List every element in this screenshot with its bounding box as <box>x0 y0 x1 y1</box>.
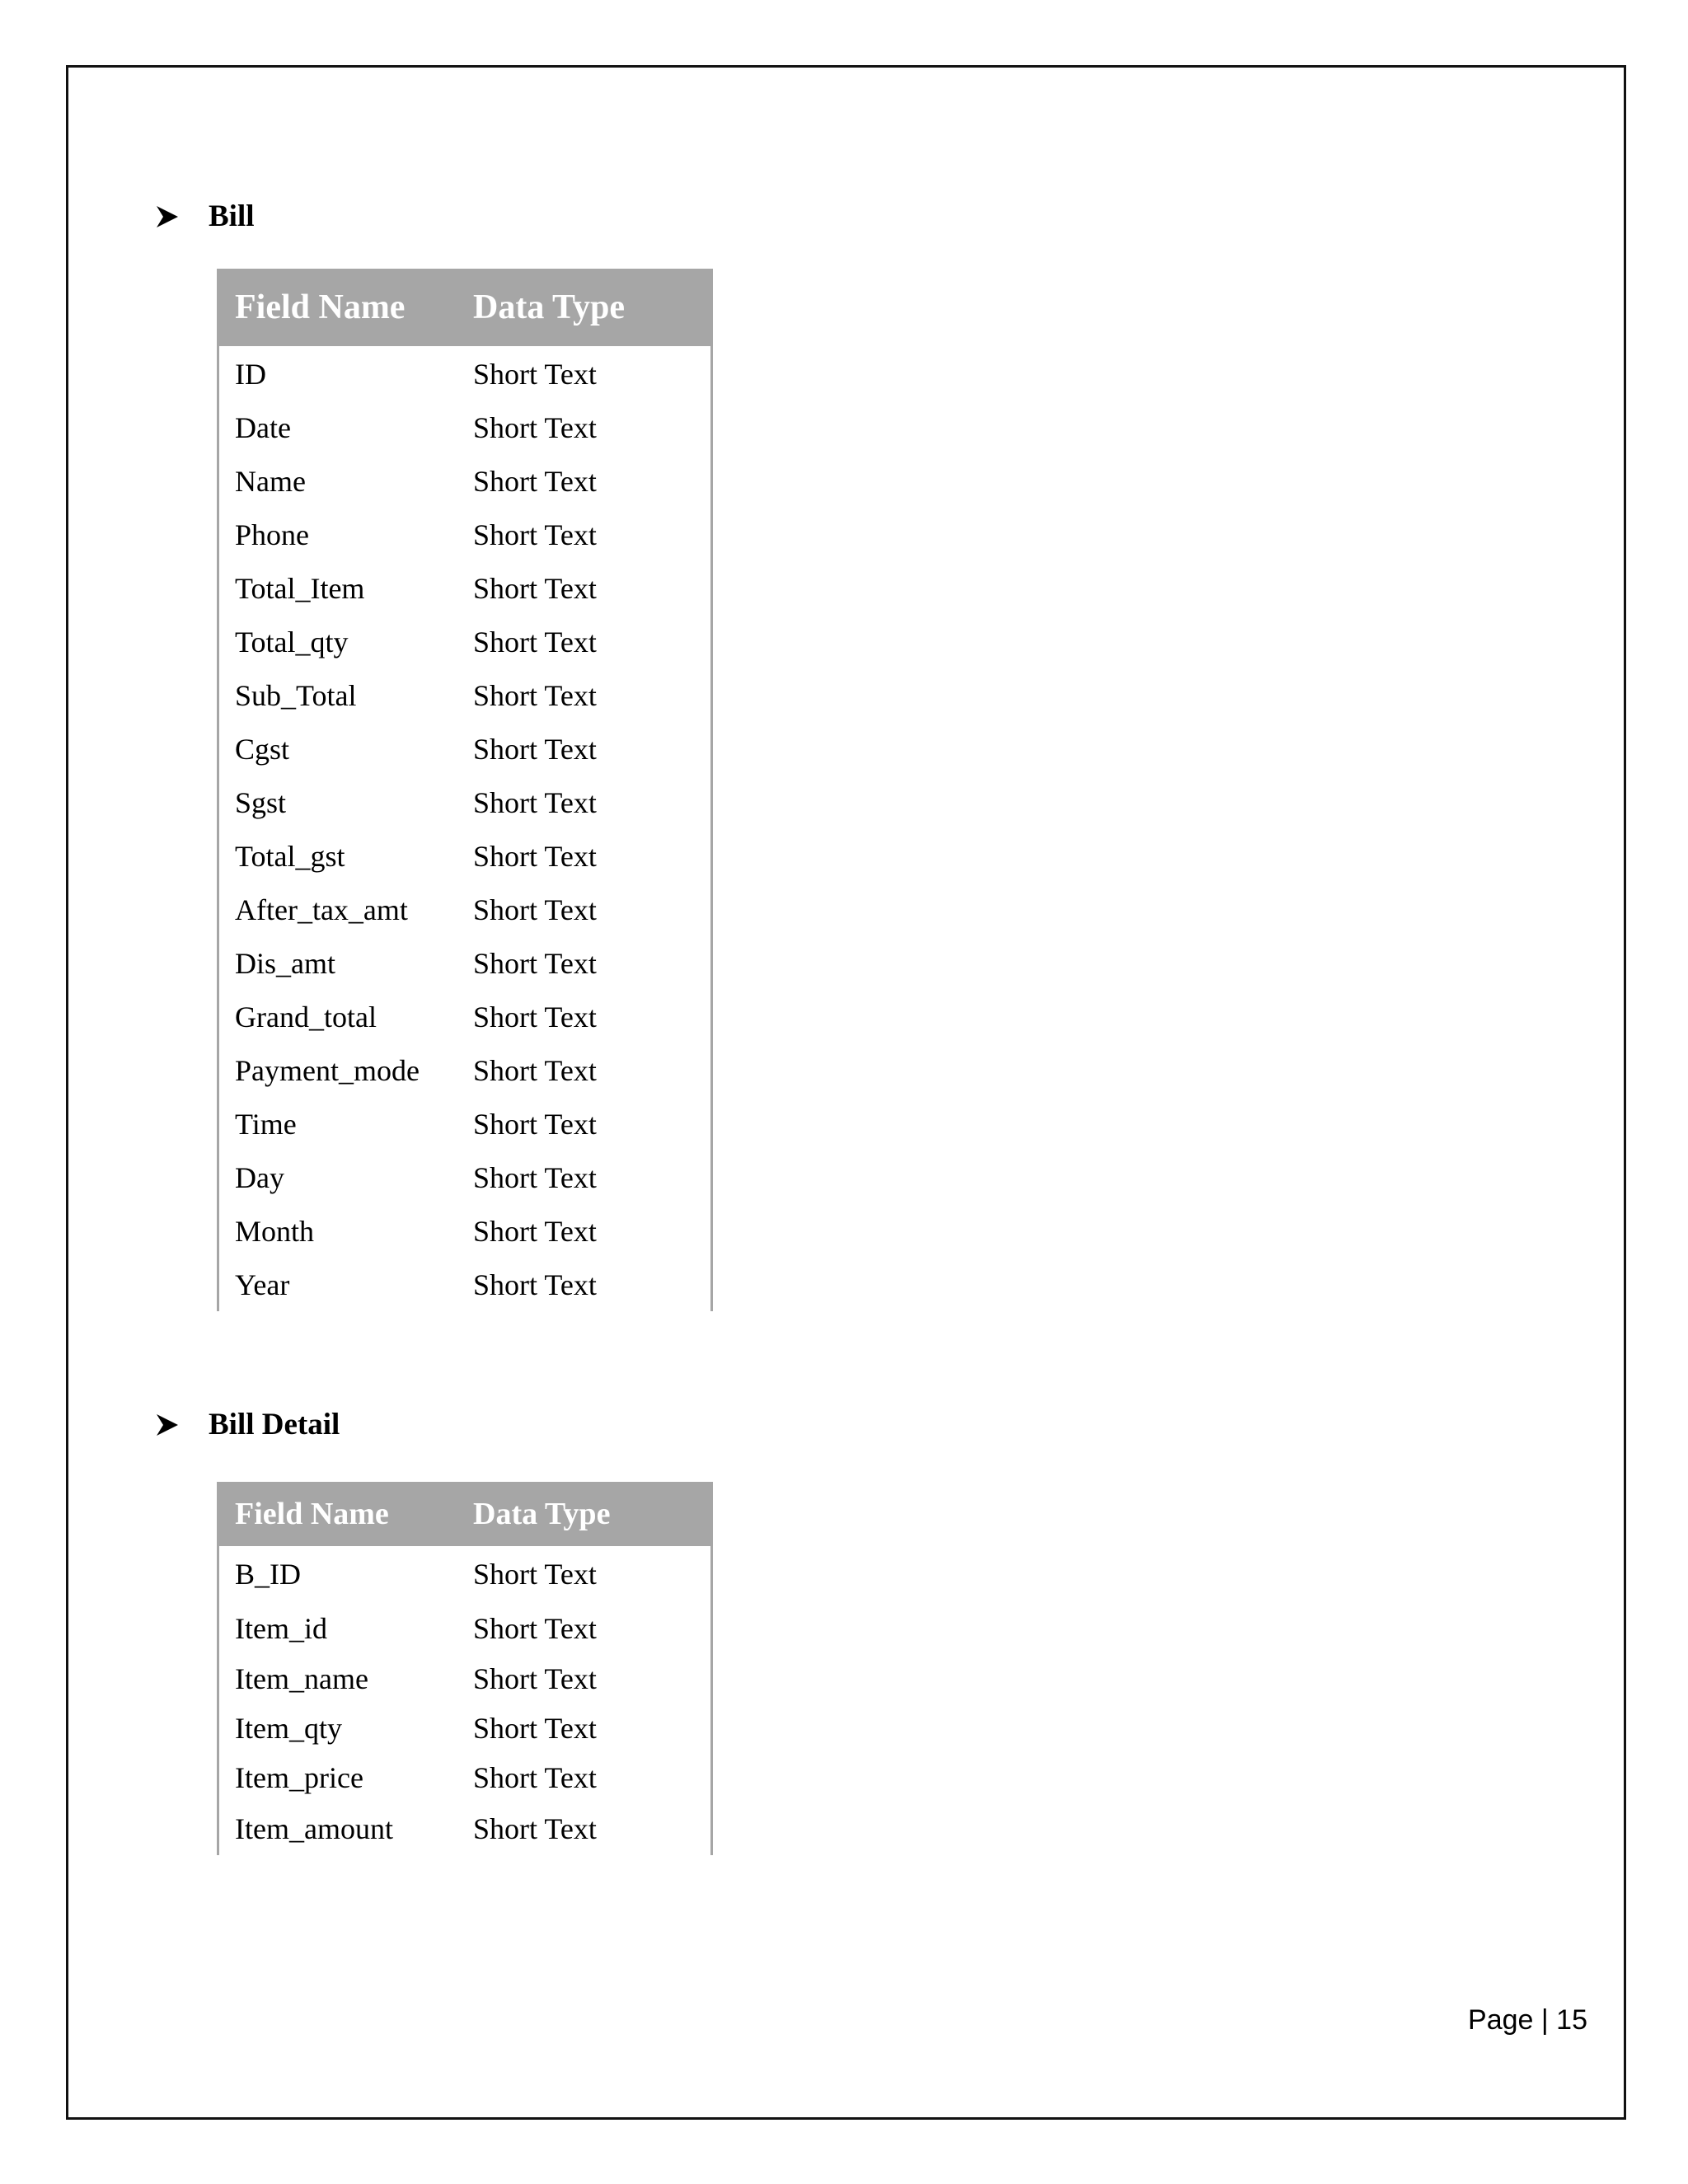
table-body <box>219 1546 710 1855</box>
data-type-cell: Short Text <box>473 946 597 980</box>
field-name-cell: Sgst <box>235 785 287 819</box>
data-type-cell: Short Text <box>473 1214 597 1248</box>
data-type-cell: Short Text <box>473 732 597 766</box>
table-row <box>219 1602 710 1654</box>
data-type-cell: Short Text <box>473 1761 597 1794</box>
table-row <box>219 722 710 776</box>
table-row <box>219 615 710 668</box>
data-type-cell: Short Text <box>473 571 597 605</box>
field-name-cell: After_tax_amt <box>235 893 408 926</box>
header-data-type: Data Type <box>473 288 625 326</box>
field-name-cell: Year <box>235 1268 290 1301</box>
table-row <box>219 668 710 722</box>
field-name-cell: Time <box>235 1107 297 1141</box>
field-name-cell: Item_price <box>235 1761 363 1794</box>
table-body <box>219 346 710 1311</box>
data-type-cell: Short Text <box>473 1053 597 1087</box>
section-heading-bill-detail <box>156 1404 340 1446</box>
data-type-cell: Short Text <box>473 678 597 712</box>
table-row <box>219 1043 710 1097</box>
field-name-cell: Date <box>235 410 291 444</box>
table-row <box>219 936 710 990</box>
field-name-cell: Month <box>235 1214 315 1248</box>
data-type-cell: Short Text <box>473 518 597 551</box>
table-row <box>219 1546 710 1602</box>
bill-detail-table <box>217 1482 713 1855</box>
field-name-cell: Day <box>235 1160 284 1194</box>
field-name-cell: Item_amount <box>235 1812 393 1845</box>
header-field-name: Field Name <box>235 1497 389 1531</box>
data-type-cell: Short Text <box>473 893 597 926</box>
data-type-cell: Short Text <box>473 1107 597 1141</box>
field-name-cell: ID <box>235 357 266 391</box>
field-name-cell: Item_qty <box>235 1712 342 1745</box>
table-row <box>219 1204 710 1258</box>
field-name-cell: Sub_Total <box>235 678 357 712</box>
data-type-cell: Short Text <box>473 1662 597 1695</box>
data-type-cell: Short Text <box>473 1611 597 1645</box>
field-name-cell: Grand_total <box>235 1000 377 1033</box>
bill-table <box>217 269 713 1311</box>
table-row <box>219 508 710 561</box>
table-row <box>219 883 710 936</box>
data-type-cell: Short Text <box>473 357 597 391</box>
table-row <box>219 347 710 401</box>
table-row <box>219 990 710 1043</box>
table-row <box>219 561 710 615</box>
header-data-type: Data Type <box>473 1497 611 1531</box>
data-type-cell: Short Text <box>473 839 597 873</box>
data-type-cell: Short Text <box>473 464 597 498</box>
table-row <box>219 776 710 829</box>
data-type-cell: Short Text <box>473 410 597 444</box>
field-name-cell: Item_id <box>235 1611 327 1645</box>
table-row <box>219 1097 710 1151</box>
table-header <box>219 269 710 346</box>
arrowhead-bullet-icon <box>156 204 179 229</box>
field-name-cell: Total_Item <box>235 571 365 605</box>
section-title: Bill <box>209 199 255 233</box>
field-name-cell: B_ID <box>235 1558 301 1591</box>
table-row <box>219 454 710 508</box>
data-type-cell: Short Text <box>473 625 597 658</box>
data-type-cell: Short Text <box>473 1160 597 1194</box>
data-type-cell: Short Text <box>473 1712 597 1745</box>
page-number: Page | 15 <box>1468 2004 1587 2036</box>
header-field-name: Field Name <box>235 288 406 326</box>
field-name-cell: Total_qty <box>235 625 349 658</box>
data-type-cell: Short Text <box>473 1558 597 1591</box>
field-name-cell: Cgst <box>235 732 290 766</box>
table-row <box>219 1258 710 1311</box>
table-row <box>219 401 710 454</box>
data-type-cell: Short Text <box>473 1812 597 1845</box>
field-name-cell: Dis_amt <box>235 946 335 980</box>
table-row <box>219 1654 710 1704</box>
field-name-cell: Payment_mode <box>235 1053 420 1087</box>
table-row <box>219 1753 710 1802</box>
field-name-cell: Name <box>235 464 306 498</box>
data-type-cell: Short Text <box>473 1000 597 1033</box>
table-row <box>219 1151 710 1204</box>
data-type-cell: Short Text <box>473 785 597 819</box>
data-type-cell: Short Text <box>473 1268 597 1301</box>
table-row <box>219 1704 710 1753</box>
arrowhead-bullet-icon <box>156 1413 179 1437</box>
table-row <box>219 829 710 883</box>
table-header <box>219 1482 710 1546</box>
table-row <box>219 1802 710 1855</box>
field-name-cell: Total_gst <box>235 839 345 873</box>
field-name-cell: Item_name <box>235 1662 368 1695</box>
section-heading-bill <box>156 196 255 237</box>
section-title: Bill Detail <box>209 1408 340 1441</box>
field-name-cell: Phone <box>235 518 309 551</box>
